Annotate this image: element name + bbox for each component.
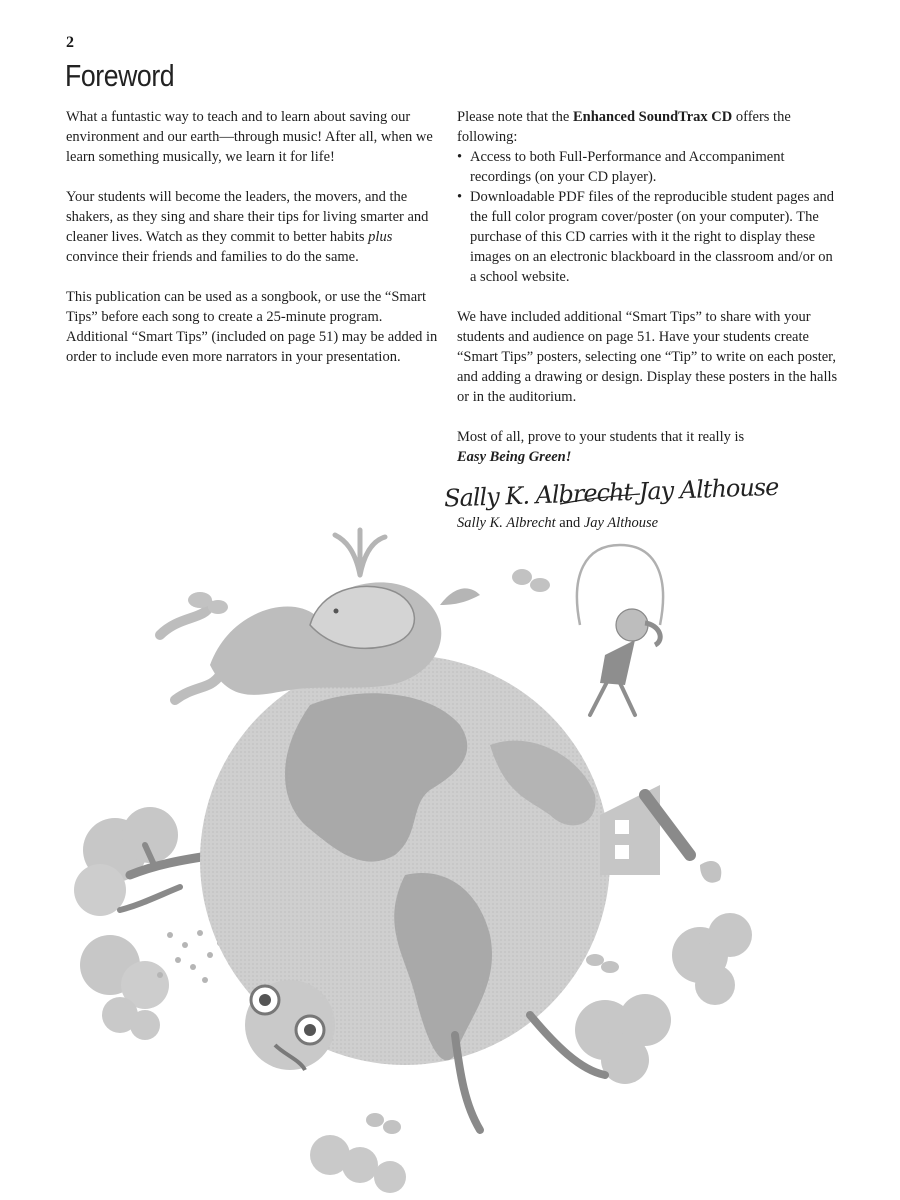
left-column bbox=[66, 107, 438, 387]
globe-illustration bbox=[60, 515, 780, 1195]
list-item: • Access to both Full-Performance and Accompaniment recordings (on your CD player). bbox=[457, 147, 842, 187]
owl-illustration bbox=[245, 980, 335, 1070]
cd-product-name: Enhanced SoundTrax CD bbox=[572, 109, 733, 125]
closing-text: Most of all, prove to your students that it really is bbox=[457, 429, 745, 445]
girl-jumping-rope-illustration bbox=[577, 545, 663, 715]
students-paragraph bbox=[66, 187, 438, 267]
bushes-illustration bbox=[575, 913, 752, 1084]
cd-note-paragraph bbox=[457, 107, 842, 147]
right-column bbox=[457, 107, 842, 487]
cd-note-text-a: Please note that the bbox=[457, 109, 573, 125]
cd-features-list bbox=[457, 147, 842, 287]
signature-script: Sally K. Albrecht Jay Althouse bbox=[443, 472, 779, 513]
closing-emphasis: Easy Being Green! bbox=[457, 449, 572, 465]
handwritten-signature bbox=[440, 470, 820, 514]
page-number: 2 bbox=[66, 34, 74, 51]
students-text-b: convince their friends and families to do the same. bbox=[66, 249, 359, 265]
students-text-emphasis: plus bbox=[368, 229, 393, 245]
intro-paragraph: What a funtastic way to teach and to learn about saving our environment and our earth—through music! After all, when we learn something musically, we learn it for life! bbox=[66, 109, 433, 165]
publication-paragraph: This publication can be used as a songbook, or use the “Smart Tips” before each song to create a 25-minute program. Additional “Smart Tips” (included on page 51) may be added in order to include even more narrators in your presentation. bbox=[66, 289, 438, 365]
author-name: Sally K. Albrecht bbox=[457, 515, 556, 531]
cd-note-text-b: offers the following: bbox=[457, 109, 791, 145]
author-joiner: and bbox=[555, 515, 584, 531]
closing-paragraph bbox=[457, 427, 842, 467]
list-item: • Downloadable PDF files of the reproducible student pages and the full color program cover/poster (on your computer). The purchase of this CD carries with it the right to display these images on an electronic blackboard in the classroom and/or on a school website. bbox=[457, 187, 842, 287]
page-title: Foreword bbox=[65, 58, 175, 93]
smart-tips-paragraph: We have included additional “Smart Tips” to share with your students and audience on page 51. Have your students create “Smart Tips” posters, selecting one “Tip” to write on each poster, and adding a drawing or design. Display these posters in the halls or in the auditorium. bbox=[457, 309, 838, 405]
rain-illustration bbox=[157, 930, 223, 983]
students-text-a: Your students will become the leaders, the movers, and the shakers, as they sing and share their tips for living smarter and cleaner lives. Watch as they commit to better habits bbox=[66, 189, 429, 245]
author-name: Jay Althouse bbox=[583, 515, 659, 531]
tree-illustration bbox=[74, 807, 215, 1009]
house-illustration bbox=[600, 785, 721, 883]
